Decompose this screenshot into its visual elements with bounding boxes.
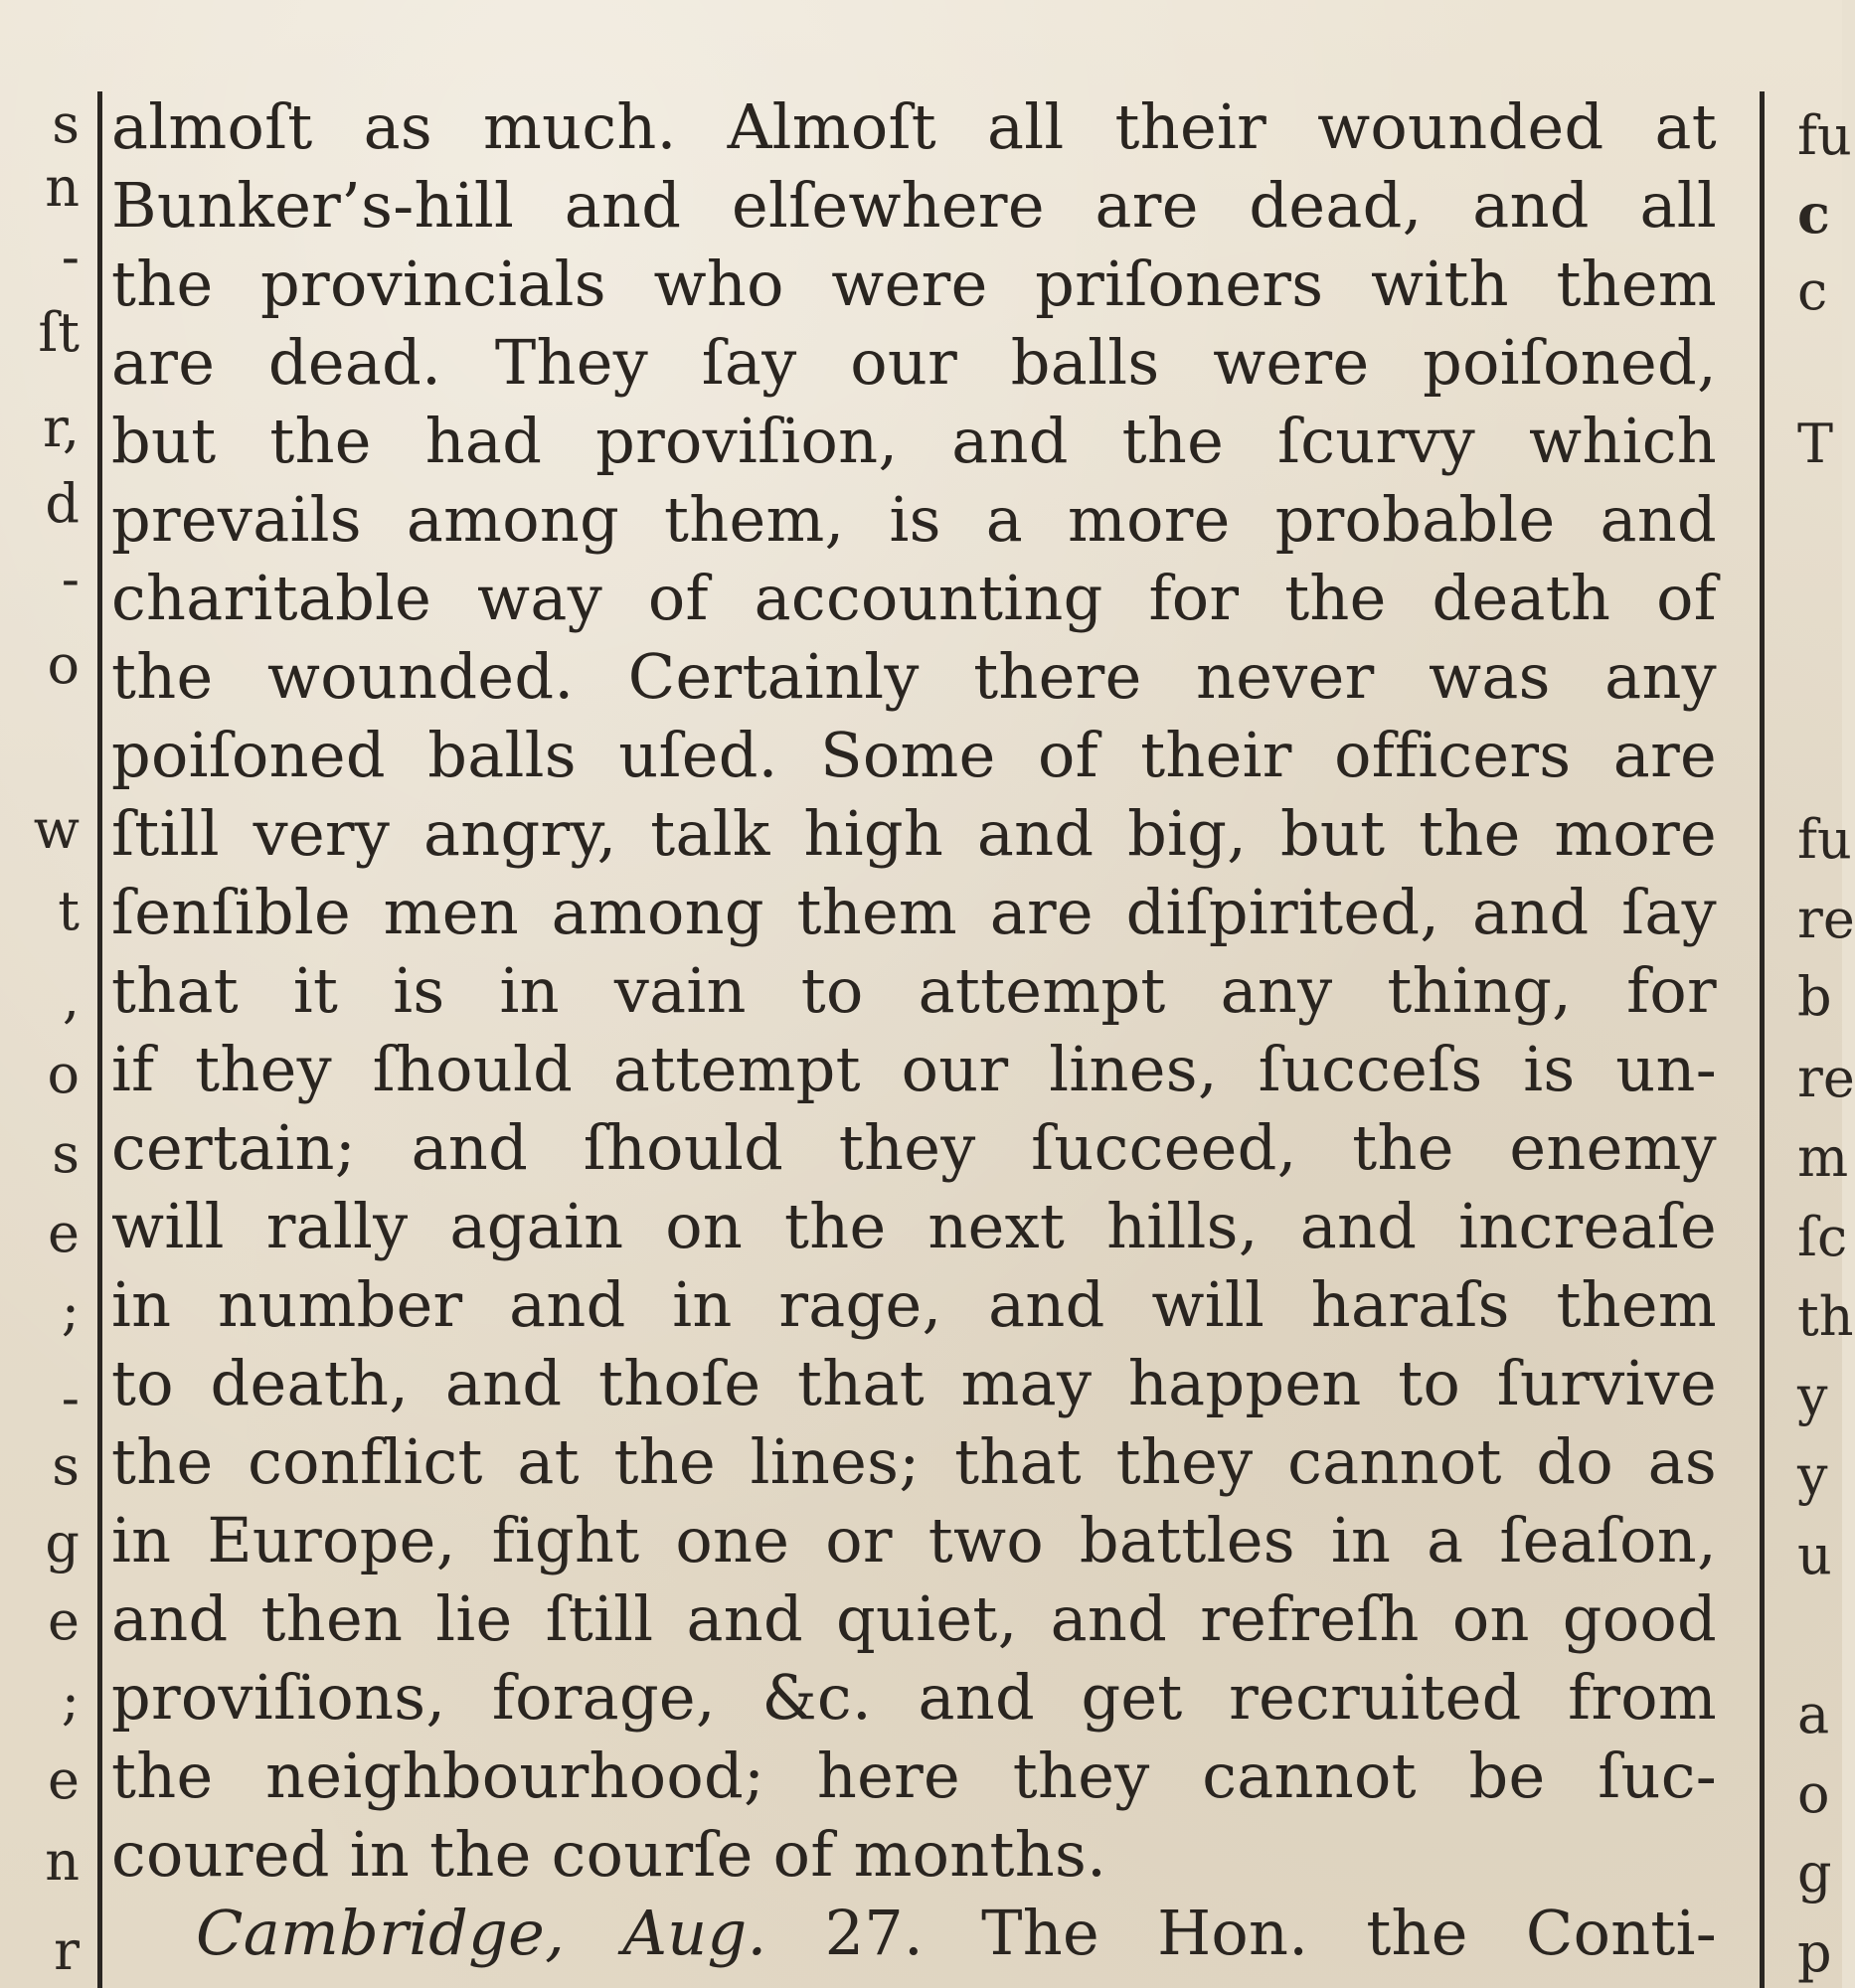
left-fragment: o xyxy=(47,633,80,696)
right-fragment: y xyxy=(1797,1444,1828,1507)
right-fragment: m xyxy=(1797,1126,1849,1189)
article-column xyxy=(111,87,1717,1972)
article-line: proviſions, forage, &c. and get recruited from xyxy=(111,1661,1717,1734)
right-fragment: ſc xyxy=(1797,1206,1848,1268)
article-line: and then lie ſtill and quiet, and refreſh on good xyxy=(111,1582,1717,1655)
left-fragment: s xyxy=(52,1434,80,1497)
right-fragment: T xyxy=(1797,413,1834,475)
article-line: but the had proviſion, and the ſcurvy which xyxy=(111,405,1717,477)
left-fragment: e xyxy=(48,1748,80,1811)
left-fragment: , xyxy=(62,967,80,1030)
right-fragment: c xyxy=(1797,182,1830,246)
right-fragment: a xyxy=(1797,1683,1830,1745)
dateline-day: 27. xyxy=(824,1897,925,1969)
article-line: the conflict at the lines; that they cannot do as xyxy=(111,1425,1717,1498)
article-line: to death, and thoſe that may happen to ſurvive xyxy=(111,1347,1717,1419)
right-fragment: p xyxy=(1797,1921,1832,1984)
left-fragment: - xyxy=(61,226,80,288)
right-fragment: re xyxy=(1797,1047,1855,1109)
left-fragment: o xyxy=(47,1043,80,1105)
column-rule-right xyxy=(1760,91,1765,1988)
left-fragment: d xyxy=(45,472,80,535)
article-line: ſtill very angry, talk high and big, but the more xyxy=(111,797,1717,870)
left-fragment: ; xyxy=(61,1669,80,1732)
left-fragment: ; xyxy=(61,1279,80,1342)
left-fragment: r xyxy=(54,1919,80,1982)
left-fragment: - xyxy=(61,548,80,610)
right-fragment: fu xyxy=(1797,104,1852,167)
left-fragment: n xyxy=(45,1830,80,1893)
right-fragment: u xyxy=(1797,1524,1832,1586)
article-line: the provincials who were priſoners with them xyxy=(111,248,1717,320)
column-rule-left xyxy=(97,91,102,1988)
left-fragment: s xyxy=(52,92,80,155)
article-line: that it is in vain to attempt any thing, for xyxy=(111,954,1717,1027)
left-fragment: e xyxy=(48,1589,80,1652)
article-line: prevails among them, is a more probable and xyxy=(111,483,1717,556)
left-fragment: ſt xyxy=(38,301,80,364)
dateline-month: Aug. xyxy=(622,1897,767,1969)
article-line: the wounded. Certainly there never was any xyxy=(111,640,1717,713)
right-fragment: b xyxy=(1797,965,1832,1028)
left-fragment: n xyxy=(45,156,80,219)
left-fragment: s xyxy=(52,1122,80,1185)
left-fragment: w xyxy=(33,798,80,861)
left-fragment: - xyxy=(61,1367,80,1429)
right-fragment: y xyxy=(1797,1365,1828,1427)
article-line: in Europe, fight one or two battles in a ſeaſon, xyxy=(111,1504,1717,1576)
left-fragment: r, xyxy=(42,397,80,459)
article-line: Bunker’s-hill and elſewhere are dead, and all xyxy=(111,169,1717,242)
right-fragment: g xyxy=(1797,1842,1832,1905)
right-fragment: re xyxy=(1797,888,1855,950)
right-fragment: o xyxy=(1797,1762,1830,1825)
article-line: if they ſhould attempt our lines, ſucceſs is un- xyxy=(111,1033,1717,1105)
article-line: charitable way of accounting for the death of xyxy=(111,562,1717,634)
right-fragment: c xyxy=(1797,259,1828,322)
article-line: are dead. They ſay our balls were poiſoned, xyxy=(111,326,1717,399)
article-line: the neighbourhood; here they cannot be ſuc- xyxy=(111,1740,1717,1812)
left-fragment: g xyxy=(45,1512,80,1574)
article-line: certain; and ſhould they ſucceed, the enemy xyxy=(111,1111,1717,1184)
dateline xyxy=(111,1894,1717,1972)
dateline-text: The Hon. the Conti- xyxy=(981,1897,1718,1969)
article-line: in number and in rage, and will haraſs them xyxy=(111,1268,1717,1341)
dateline-place: Cambridge, xyxy=(196,1897,566,1969)
left-fragment: e xyxy=(48,1202,80,1264)
left-fragment: t xyxy=(58,880,80,942)
article-line: will rally again on the next hills, and increaſe xyxy=(111,1190,1717,1262)
article-line: ſenſible men among them are diſpirited, and ſay xyxy=(111,876,1717,948)
right-fragment: th xyxy=(1797,1285,1854,1348)
article-line: coured in the courſe of months. xyxy=(111,1818,1107,1891)
article-line: poiſoned balls uſed. Some of their officers are xyxy=(111,719,1717,791)
article-line: almoſt as much. Almoſt all their wounded at xyxy=(111,90,1717,163)
right-fragment: fu xyxy=(1797,808,1852,871)
